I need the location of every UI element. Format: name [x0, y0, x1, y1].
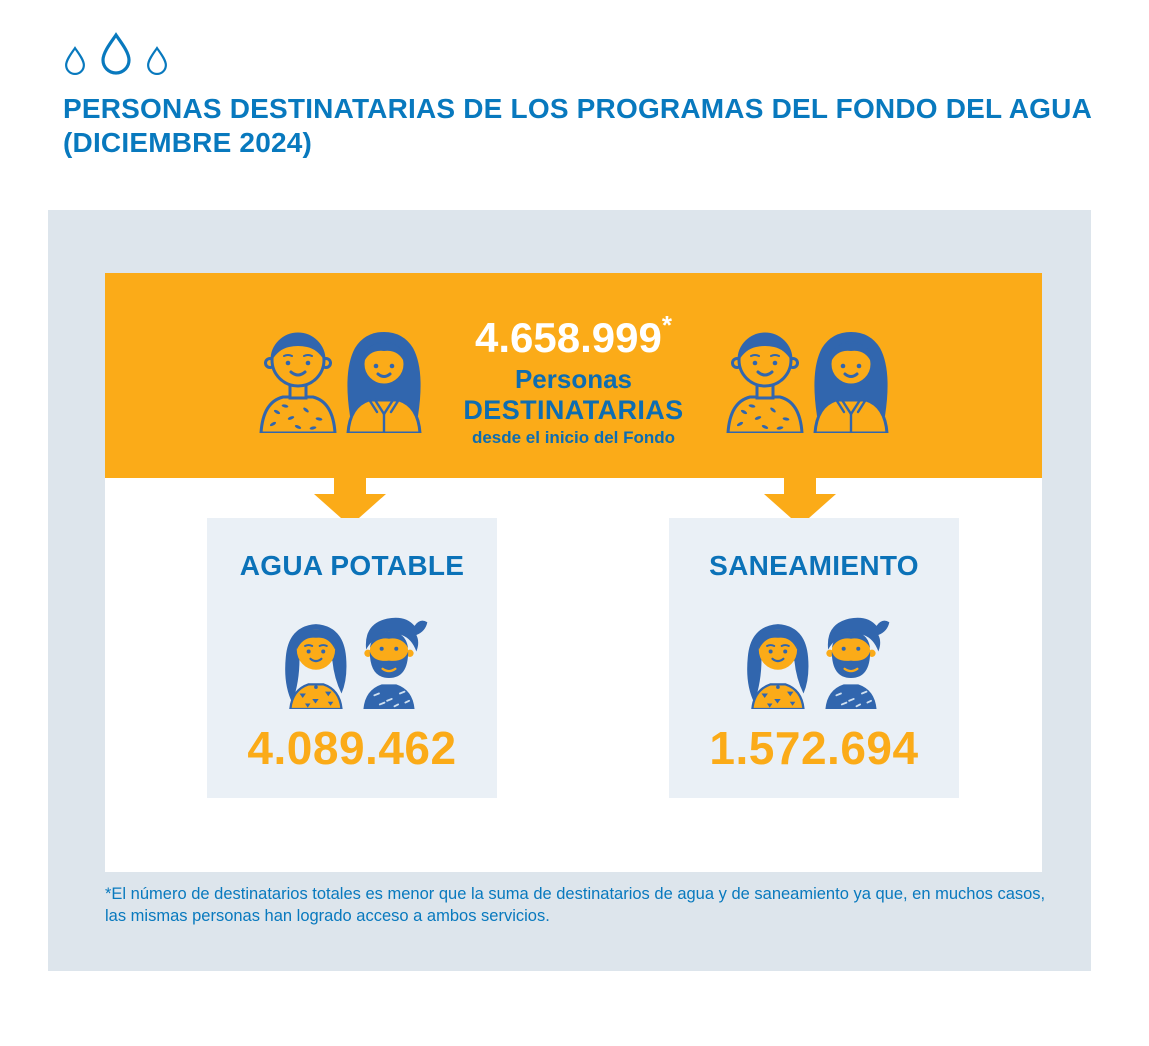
- page-header: [63, 30, 1092, 160]
- category-value: 4.089.462: [247, 722, 457, 774]
- category-box-saneamiento: [669, 518, 959, 798]
- infographic-card: [105, 273, 1042, 872]
- couple-illustration: [734, 604, 894, 709]
- water-drop-small-icon: [145, 46, 169, 76]
- total-subtitle-line1: Personas: [514, 364, 633, 395]
- couple-illustration: [272, 604, 432, 709]
- infographic-panel: [48, 210, 1091, 971]
- total-subtitle-line3: desde el inicio del Fondo: [471, 428, 676, 448]
- banner-couple-right-illustration: [720, 318, 895, 433]
- total-text-block: [428, 310, 720, 448]
- water-drops-icon: [63, 30, 1092, 76]
- total-beneficiaries-value: 4.658.999*: [475, 310, 672, 362]
- page-title-line2: (DICIEMBRE 2024): [63, 127, 313, 158]
- category-label: SANEAMIENTO: [709, 550, 919, 581]
- total-subtitle-line2: DESTINATARIAS: [463, 395, 684, 426]
- total-banner: [105, 273, 1042, 478]
- page-title-line1: PERSONAS DESTINATARIAS DE LOS PROGRAMAS DEL FONDO DEL AGUA: [63, 93, 1093, 124]
- category-value: 1.572.694: [709, 722, 919, 774]
- page-title: [63, 92, 1092, 160]
- asterisk-marker: *: [661, 310, 672, 341]
- water-drop-small-icon: [63, 46, 87, 76]
- category-box-agua-potable: [207, 518, 497, 798]
- footnote-text: *El número de destinatarios totales es menor que la suma de destinatarios de agua y de saneamiento ya que, en muchos casos, las mismas personas han logrado acceso a ambos servicios.: [105, 885, 1046, 925]
- category-label: AGUA POTABLE: [239, 550, 465, 581]
- water-drop-large-icon: [99, 32, 133, 76]
- banner-couple-left-illustration: [253, 318, 428, 433]
